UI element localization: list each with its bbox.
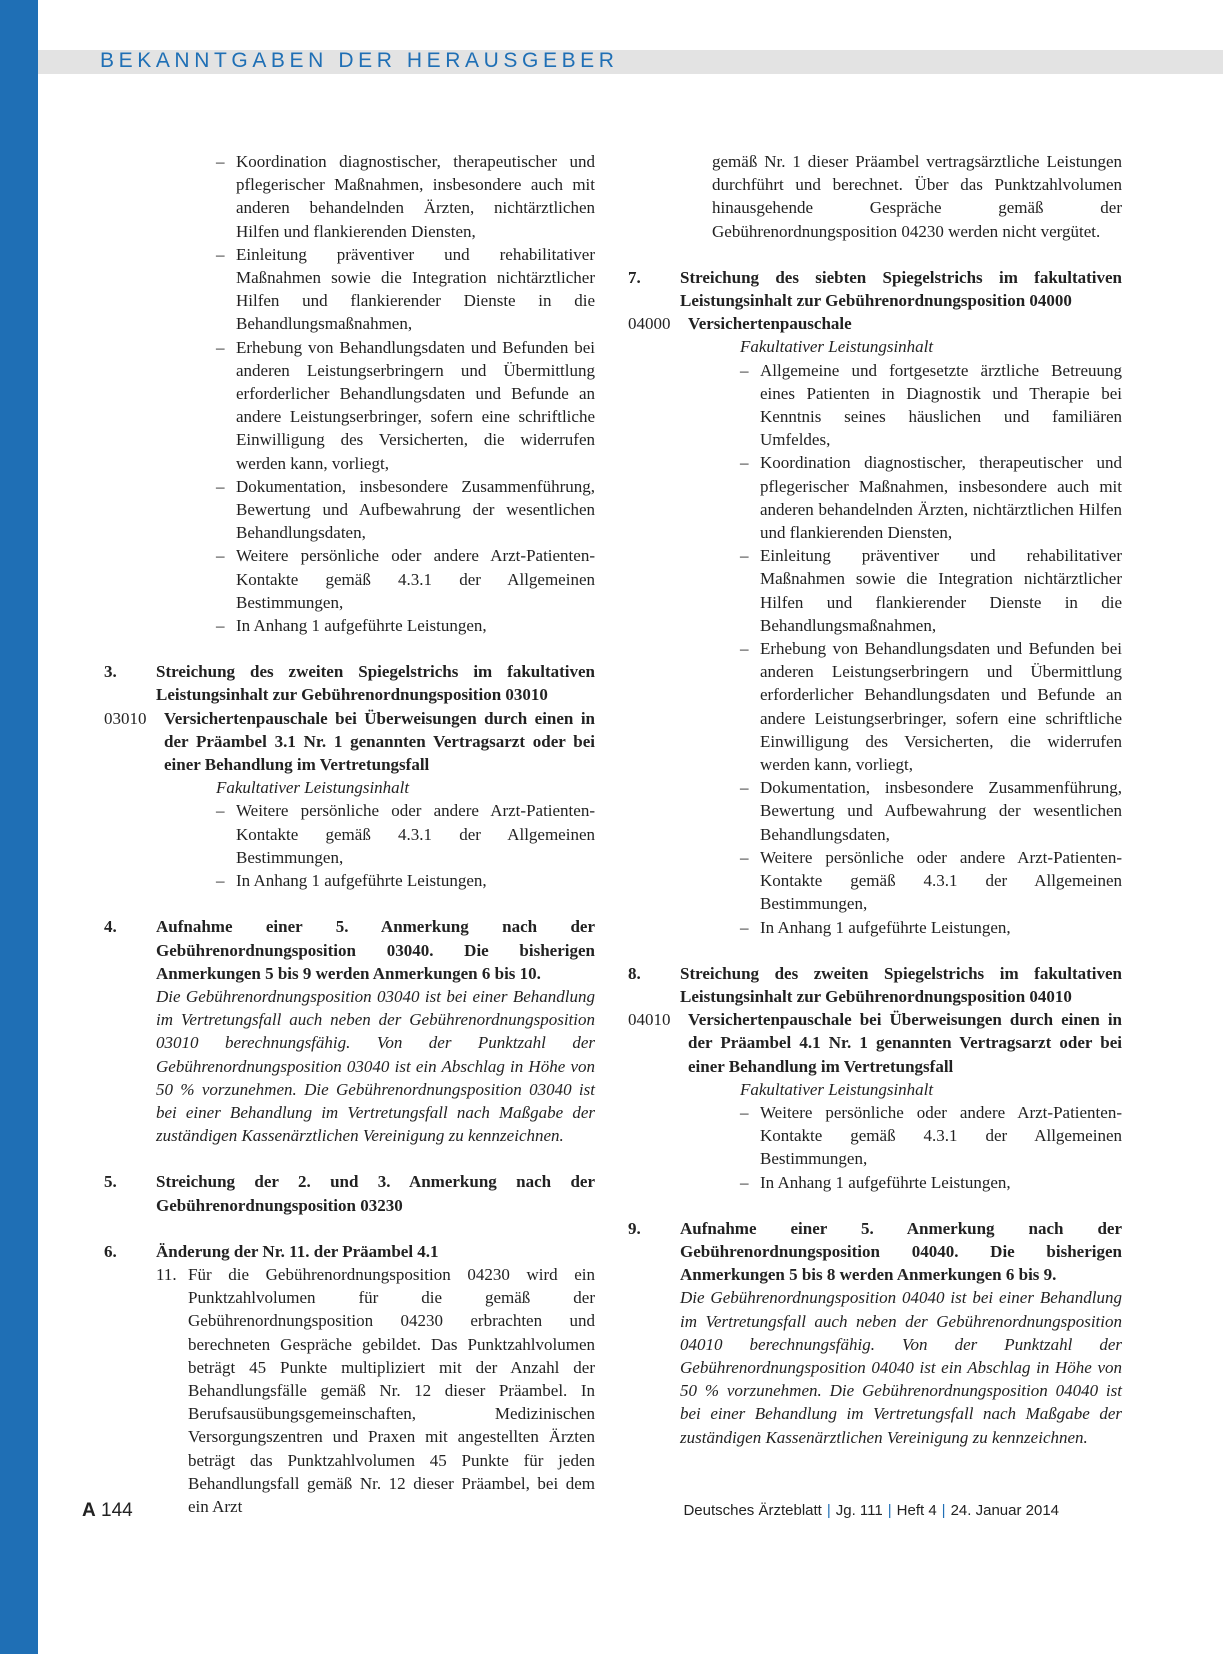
side-accent-bar: [0, 0, 38, 1654]
section-title: Aufnahme einer 5. Anmerkung nach der Gebührenordnungsposition 03040. Die bisherigen Anmerkungen 5 bis 9 werden Anmerkungen 6 bis 10.: [156, 917, 595, 983]
bullet-group: [216, 150, 595, 637]
section-number: 7.: [628, 267, 641, 287]
section-title: Streichung der 2. und 3. Anmerkung nach der Gebührenordnungsposition 03230: [156, 1172, 595, 1215]
section-4: [104, 915, 595, 1147]
list-item: – Koordination diagnostischer, therapeutischer und pflegerischer Maßnahmen, insbesondere auch mit anderen behandelnden Ärzten, nichtärztlichen Hilfen und flankierenden Diensten,: [216, 152, 595, 241]
section-6: [104, 1240, 595, 1518]
list-item: – In Anhang 1 aufgeführte Leistungen,: [740, 917, 1011, 937]
section-5: [104, 1170, 595, 1216]
section-number: 5.: [104, 1172, 117, 1192]
list-item: – Einleitung präventiver und rehabilitativer Maßnahmen sowie die Integration nichtärztlicher Hilfen und flankierender Dienste in die Behandlungsmaßnahmen,: [216, 244, 595, 334]
item-text: Für die Gebührenordnungsposition 04230 wird ein Punktzahlvolumen für die gemäß der Gebührenordnungsposition 04230 erbrachten und berechneten Gespräche gebildet. Das Punktzahlvolumen beträgt 45 Punkte multipliziert mit der Anzahl der Behandlungsfälle gemäß Nr. 12 dieser Präambel. In Berufsausübungsgemeinschaften, Medizinischen Versorgungszentren und Praxen mit angestellten Ärzten beträgt das Punktzahlvolumen 45 Punkte für jeden Behandlungsfall gemäß Nr. 12 dieser Präambel, bei dem ein Arzt: [188, 1264, 595, 1516]
list-item: – Weitere persönliche oder andere Arzt-Patienten-Kontakte gemäß 4.3.1 der Allgemeinen Bestimmungen,: [216, 546, 595, 612]
subheading: Fakultativer Leistungsinhalt: [740, 337, 934, 357]
list-item: – Allgemeine und fortgesetzte ärztliche Betreuung eines Patienten in Diagnostik und Therapie bei Kenntnis seines häuslichen und familiären Umfeldes,: [740, 360, 1122, 450]
journal-issue: Heft 4: [896, 1502, 937, 1519]
fee-code: 03010: [104, 708, 147, 728]
section-title: Streichung des zweiten Spiegelstrichs im fakultativen Leistungsinhalt zur Gebührenordnungsposition 03010: [156, 662, 595, 705]
fee-code: 04000: [628, 314, 671, 334]
list-item: – Weitere persönliche oder andere Arzt-Patienten-Kontakte gemäß 4.3.1 der Allgemeinen Bestimmungen,: [740, 1102, 1122, 1169]
list-item: – Erhebung von Behandlungsdaten und Befunden bei anderen Leistungserbringern und Übermittlung erforderlicher Behandlungsdaten und Befunde an andere Leistungserbringer, sofern eine schriftliche Einwilligung des Versicherten, die widerrufen werden kann, vorliegt,: [740, 639, 1122, 775]
section-3: [104, 660, 595, 892]
bullet-list-top: [156, 150, 595, 637]
section-title: Änderung der Nr. 11. der Präambel 4.1: [156, 1241, 439, 1261]
continuation-text: gemäß Nr. 1 dieser Präambel vertragsärztliche Leistungen durchführt und berechnet. Über das Punktzahlvolumen hinausgehende Gespräche gemäß der Gebührenordnungsposition 04230 werden nicht vergütet.: [712, 152, 1122, 241]
list-item: – Erhebung von Behandlungsdaten und Befunden bei anderen Leistungserbringern und Übermittlung erforderlicher Behandlungsdaten und Befunde an andere Leistungserbringer, sofern eine schriftliche Einwilligung des Versicherten, die widerrufen werden kann, vorliegt,: [216, 337, 595, 473]
section-number: 8.: [628, 963, 641, 983]
section-8: [628, 962, 1122, 1194]
list-item: – Weitere persönliche oder andere Arzt-Patienten-Kontakte gemäß 4.3.1 der Allgemeinen Bestimmungen,: [216, 801, 595, 867]
section-number: 6.: [104, 1241, 117, 1261]
section-7: [628, 266, 1122, 939]
annotation-text: Die Gebührenordnungsposition 04040 ist bei einer Behandlung im Vertretungsfall auch neben der Gebührenordnungsposition 04010 berechnungsfähig. Von der Punktzahl der Gebührenordnungsposition 04040 ist ein Abschlag in Höhe von 50 % vorzunehmen. Die Gebührenordnungsposition 04040 ist bei einer Behandlung im Vertretungsfall nach Maßgabe der zuständigen Kassenärztlichen Vereinigung zu kennzeichnen.: [680, 1288, 1122, 1447]
item-number: 11.: [156, 1264, 177, 1284]
list-item: – Koordination diagnostischer, therapeutischer und pflegerischer Maßnahmen, insbesondere auch mit anderen behandelnden Ärzten, nichtärztlichen Hilfen und flankierenden Diensten,: [740, 453, 1122, 543]
annotation-text: Die Gebührenordnungsposition 03040 ist bei einer Behandlung im Vertretungsfall auch neben der Gebührenordnungsposition 03010 berechnungsfähig. Von der Punktzahl der Gebührenordnungsposition 03040 ist ein Abschlag in Höhe von 50 % vorzunehmen. Die Gebührenordnungsposition 03040 ist bei einer Behandlung im Vertretungsfall nach Maßgabe der zuständigen Kassenärztlichen Vereinigung zu kennzeichnen.: [156, 986, 595, 1146]
page-prefix: A: [82, 1500, 96, 1521]
left-column: [104, 150, 595, 1518]
section-number: 4.: [104, 917, 117, 937]
journal-volume: Jg. 111: [835, 1502, 883, 1519]
right-column: [628, 150, 1122, 1449]
fee-code-title: Versichertenpauschale bei Überweisungen durch einen in der Präambel 4.1 Nr. 1 genannten Vertragsarzt oder bei einer Behandlung im Vertretungsfall: [688, 1010, 1122, 1076]
journal-date: 24. Januar 2014: [950, 1502, 1059, 1519]
section-title: Aufnahme einer 5. Anmerkung nach der Gebührenordnungsposition 04040. Die bisherigen Anmerkungen 5 bis 8 werden Anmerkungen 6 bis 9.: [680, 1218, 1122, 1285]
section-header-title: BEKANNTGABEN DER HERAUSGEBER: [100, 49, 619, 72]
subheading: Fakultativer Leistungsinhalt: [740, 1079, 934, 1099]
page-number: [82, 1500, 133, 1522]
fee-code-title: Versichertenpauschale bei Überweisungen durch einen in der Präambel 3.1 Nr. 1 genannten Vertragsarzt oder bei einer Behandlung im Vertretungsfall: [164, 708, 595, 775]
list-item: – Einleitung präventiver und rehabilitativer Maßnahmen sowie die Integration nichtärztlicher Hilfen und flankierender Dienste in die Behandlungsmaßnahmen,: [740, 546, 1122, 635]
section-number: 9.: [628, 1218, 641, 1238]
section-title: Streichung des zweiten Spiegelstrichs im fakultativen Leistungsinhalt zur Gebührenordnungsposition 04010: [680, 963, 1122, 1006]
list-item: – In Anhang 1 aufgeführte Leistungen,: [740, 1172, 1011, 1192]
list-item: – Dokumentation, insbesondere Zusammenführung, Bewertung und Aufbewahrung der wesentlichen Behandlungsdaten,: [740, 778, 1122, 844]
section-number: 3.: [104, 662, 117, 682]
list-item: – Weitere persönliche oder andere Arzt-Patienten-Kontakte gemäß 4.3.1 der Allgemeinen Bestimmungen,: [740, 847, 1122, 914]
list-item: – In Anhang 1 aufgeführte Leistungen,: [216, 616, 487, 636]
fee-code: 04010: [628, 1010, 671, 1030]
section-9: [628, 1217, 1122, 1449]
fee-code-title: Versichertenpauschale: [688, 314, 852, 334]
page-number-value: 144: [101, 1500, 133, 1521]
journal-name: Deutsches Ärzteblatt: [683, 1502, 822, 1519]
list-item: – In Anhang 1 aufgeführte Leistungen,: [216, 871, 487, 891]
section-title: Streichung des siebten Spiegelstrichs im fakultativen Leistungsinhalt zur Gebührenordnungsposition 04000: [680, 267, 1122, 311]
subheading: Fakultativer Leistungsinhalt: [216, 778, 410, 798]
list-item: – Dokumentation, insbesondere Zusammenführung, Bewertung und Aufbewahrung der wesentlichen Behandlungsdaten,: [216, 476, 595, 543]
journal-citation: Deutsches Ärzteblatt | Jg. 111 | Heft 4 | 24. Januar 2014: [683, 1502, 1059, 1519]
